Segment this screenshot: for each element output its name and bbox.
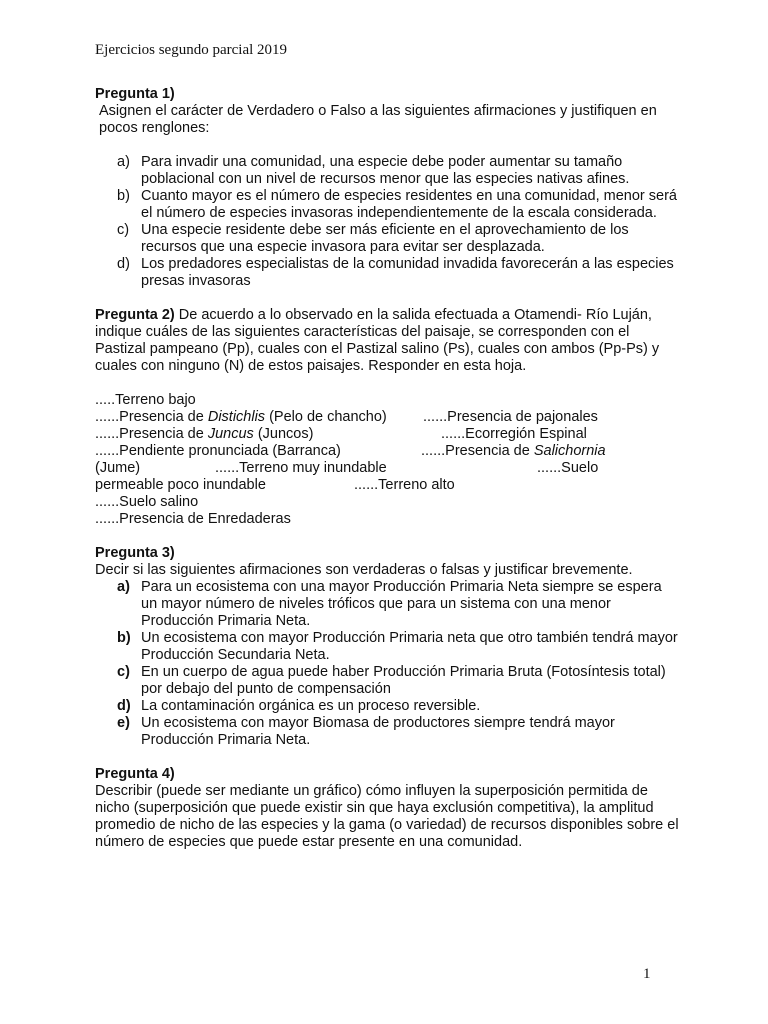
question-3-list [95,579,680,749]
item-marker: e) [117,715,130,731]
question-4-text: Describir (puede ser mediante un gráfico) cómo influyen la superposición permitida de nicho (superposición que puede existir sin que haya exclusión competitiva), la amplitud promedio de nicho de las especies y la gama (o variedad) de recursos disponibles sobre el número de especies que puede estar presente en una comunidad. [95,783,679,850]
question-3-title: Pregunta 3) [95,545,175,561]
option-terreno-bajo: .....Terreno bajo [95,392,196,408]
option-juncus: ......Presencia de Juncus (Juncos) [95,426,314,442]
list-item [95,698,680,715]
option-pajonales: ......Presencia de pajonales [423,409,598,425]
option-salichornia: ......Presencia de Salichornia [421,443,606,459]
option-distichlis: ......Presencia de Distichlis (Pelo de chancho) [95,409,387,425]
question-2-intro [95,307,680,375]
item-text: Una especie residente debe ser más eficiente en el aprovechamiento de los recursos que una especie invasora para evitar ser desplazada. [141,222,629,255]
item-marker: d) [117,698,131,714]
question-3-intro: Decir si las siguientes afirmaciones son verdaderas o falsas y justificar brevemente. [95,562,633,578]
document-body [95,86,680,868]
item-marker: a) [117,154,130,170]
item-text: Para invadir una comunidad, una especie debe poder aumentar su tamaño poblacional con un nivel de recursos menor que las especies nativas afines. [141,154,630,187]
item-marker: a) [117,579,130,595]
option-terreno-muy-inundable: ......Terreno muy inundable [215,460,387,476]
item-marker: b) [117,630,131,646]
item-text: Cuanto mayor es el número de especies residentes en una comunidad, menor será el número de especies invasoras independientemente de la escala considerada. [141,188,677,221]
item-text: Un ecosistema con mayor Producción Primaria neta que otro también tendrá mayor Producción Secundaria Neta. [141,630,678,663]
option-jume: (Jume) [95,460,141,476]
question-1-list [95,154,680,290]
list-item [95,256,680,290]
list-item [95,630,680,664]
question-2-options [95,392,680,528]
item-marker: d) [117,256,130,272]
list-item [95,664,680,698]
option-suelo-permeable: permeable poco inundable [95,477,266,493]
option-enredaderas: ......Presencia de Enredaderas [95,511,291,527]
question-2-title: Pregunta 2) [95,307,175,323]
question-4 [95,766,680,851]
item-text: En un cuerpo de agua puede haber Producción Primaria Bruta (Fotosíntesis total) por debajo del punto de compensación [141,664,666,697]
option-pendiente: ......Pendiente pronunciada (Barranca) [95,443,341,459]
item-text: Un ecosistema con mayor Biomasa de productores siempre tendrá mayor Producción Primaria Neta. [141,715,615,748]
item-marker: c) [117,664,130,680]
item-marker: b) [117,188,130,204]
list-item [95,154,680,188]
document-header: Ejercicios segundo parcial 2019 [95,42,288,58]
option-suelo: ......Suelo [537,460,599,476]
item-text: Para un ecosistema con una mayor Producción Primaria Neta siempre se espera un mayor número de niveles tróficos que para un sistema con una menor Producción Primaria Neta. [141,579,662,629]
question-1-intro: Asignen el carácter de Verdadero o Falso a las siguientes afirmaciones y justifiquen en pocos renglones: [99,103,657,136]
question-3 [95,545,680,749]
question-1-title: Pregunta 1) [95,86,175,102]
question-4-title: Pregunta 4) [95,766,175,782]
list-item [95,222,680,256]
list-item [95,188,680,222]
list-item [95,715,680,749]
option-suelo-salino: ......Suelo salino [95,494,199,510]
option-ecorregion-espinal: ......Ecorregión Espinal [441,426,587,442]
question-2-text: De acuerdo a lo observado en la salida efectuada a Otamendi- Río Luján, indique cuáles de las siguientes características del paisaje, se corresponden con el Pastizal pampeano (Pp), cuales con el Pastizal salino (Ps), cuales con ambos (Pp-Ps) y cuales con ninguno (N) de estos paisajes. Responder en esta hoja. [95,307,660,374]
item-marker: c) [117,222,130,238]
item-text: Los predadores especialistas de la comunidad invadida favorecerán a las especies presas invasoras [141,256,674,289]
question-1 [95,86,680,290]
page-number: 1 [643,966,651,982]
question-2 [95,307,680,528]
option-terreno-alto: ......Terreno alto [354,477,455,493]
item-text: La contaminación orgánica es un proceso reversible. [141,698,481,714]
list-item [95,579,680,630]
